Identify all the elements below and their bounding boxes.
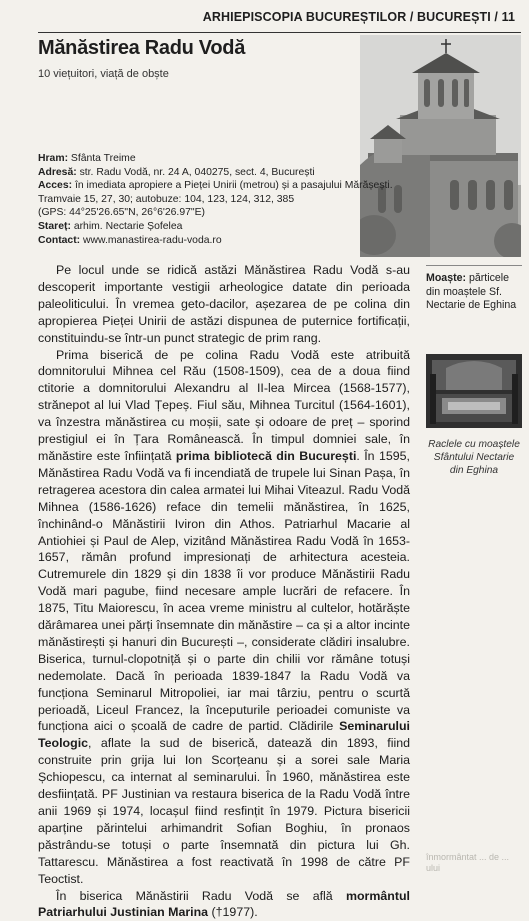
contact-label: Contact: [38, 234, 81, 246]
moaste-text: părticele din moaștele Sf. Nectarie de Eghina [426, 272, 517, 312]
paragraph-3 [38, 888, 410, 921]
info-tram: Tramvaie 15, 27, 30; autobuze: 104, 123, 124, 312, 385 [38, 193, 295, 205]
faded-bleed-text: înmormântat ... de ... ului [426, 852, 510, 873]
p3-bold-tomb: mormântul Patriarhului Justinian Marina [38, 888, 410, 920]
hram-value: Sfânta Treime [70, 153, 136, 164]
photo-caption: Raclele cu moaștele Sfântului Nectarie din Eghina [428, 439, 520, 476]
reliquary-illustration [426, 354, 522, 428]
p2-bold-seminary: Seminarului Teologic [38, 719, 410, 751]
info-hram [38, 152, 393, 166]
info-block [38, 152, 393, 247]
acces-label: Acces: [38, 180, 73, 192]
info-acces [38, 179, 393, 193]
hram-label: Hram: [38, 153, 69, 164]
p2-part-a: Prima biserică de pe colina Radu Vodă este atribuită domnitorului Mihnea cel Rău (1508-1509), cea de a doua fiind ctitorie a domnitorului Alexandru al II-lea Mircea (1568-1577), strănepot al lui Vlad Țepeș. Fiul său, Mihnea Turcitul (1564-1601), va înzestra mănăstirea cu moșii, sate și odoare de preț – sporind prestigiul ei în Țara Românească. În timpul domniei sale, în mănăstire este înființată [38, 347, 410, 463]
info-contact [38, 234, 393, 248]
adresa-value: str. Radu Vodă, nr. 24 A, 040275, sect. 4, București [79, 166, 315, 178]
body-text [38, 262, 410, 921]
staret-value: arhim. Nectarie Șofelea [73, 220, 183, 232]
relics-note [426, 272, 522, 313]
p3-part-c: (†1977). [208, 905, 258, 920]
moaste-label: Moaște: [426, 272, 467, 284]
page-title: Mănăstirea Radu Vodă [38, 37, 246, 59]
p2-part-e: , aflate la sud de biserică, datează din 1893, fiind construite prin grija lui Ion Scorțeanu și a sorei sale Maria Șchiopescu, ca internat al seminarului. În 1960, mănăstirea este desființată. PF Justinian va restaura biserica de la Radu Vodă între anii 1969 și 1974, locașul fiind resfințit în 1979. Pictura bisericii aparține părintelui arhimandrit Sofian Boghiu, în pronaos păstrându-se totuși o parte însemnată din pictura lui Gh. Tattarescu. Mănăstirea a fost reactivată în 1998 de către PF Teoctist. [38, 736, 410, 886]
p2-bold-library: prima bibliotecă din București [175, 448, 357, 463]
sidebar-rule [426, 265, 522, 266]
monastery-subtitle: 10 viețuitori, viață de obște [38, 68, 169, 80]
staret-label: Stareț: [38, 220, 71, 232]
info-adresa [38, 166, 393, 180]
contact-value: www.manastirea-radu-voda.ro [83, 234, 222, 246]
header-rule [38, 32, 521, 33]
paragraph-1: Pe locul unde se ridică astăzi Mănăstirea Radu Vodă s-au descoperit importante vestigii arheologice datate din perioada paleoliticului. În vremea geto-dacilor, așezarea de pe colina din apropierea Pieței Unirii de astăzi dispunea de puternice fortificații, constituindu-se într-un punct strategic de prim rang. [38, 263, 410, 345]
paragraph-2 [38, 347, 410, 888]
p3-part-a: În biserica Mănăstirii Radu Vodă se află [56, 888, 346, 903]
info-staret [38, 220, 393, 234]
reliquary-photo [426, 354, 522, 428]
adresa-label: Adresă: [38, 166, 77, 178]
running-head: ARHIEPISCOPIA BUCUREȘTILOR / BUCUREȘTI / 11 [202, 10, 515, 24]
info-gps: (GPS: 44°25'26.65"N, 26°6'26.97"E) [38, 207, 205, 219]
p2-part-c: . În 1595, Mănăstirea Radu Vodă va fi incendiată de trupele lui Sinan Pașa, în retragerea acestora din calea armatei lui Mihai Viteazul. Radu Vodă Mihnea (1586-1626) reface din temelii mănăstirea, în 1625, închinând-o Mănăstirii Iviron din Athos. Patriarhul Macarie al Antiohiei și Paul de Alep, vizitând Mănăstirea Radu Vodă în 1653-1657, rămân profund impresionați de arhitectura acesteia. Cutremurele din 1829 și din 1838 îi vor produce Mănăstirii Radu Vodă mari pagube, fiind necesare ample lucrări de refacere. În 1875, Titu Maiorescu, în acea vreme ministru al cultelor, hotărăște dărâmarea unei părți însemnate din mănăstire – ca și a altor incinte mănăstirești și hanuri din București –, considerate clădiri insalubre. Biserica, turnul-clopotniță și o parte din chilii vor rămâne totuși nedemolate. Dacă în perioada 1839-1847 la Radu Vodă va funcționa Seminarul Mitropoliei, iar mai târziu, pentru o scurtă perioadă, Liceul Francez, la începuturile perioadei comuniste va funcționa aici o școală de cadre de partid. Clădirile [38, 448, 410, 734]
acces-value: în imediata apropiere a Pieței Unirii (metrou) și a pasajului Mărășești. [74, 180, 393, 192]
